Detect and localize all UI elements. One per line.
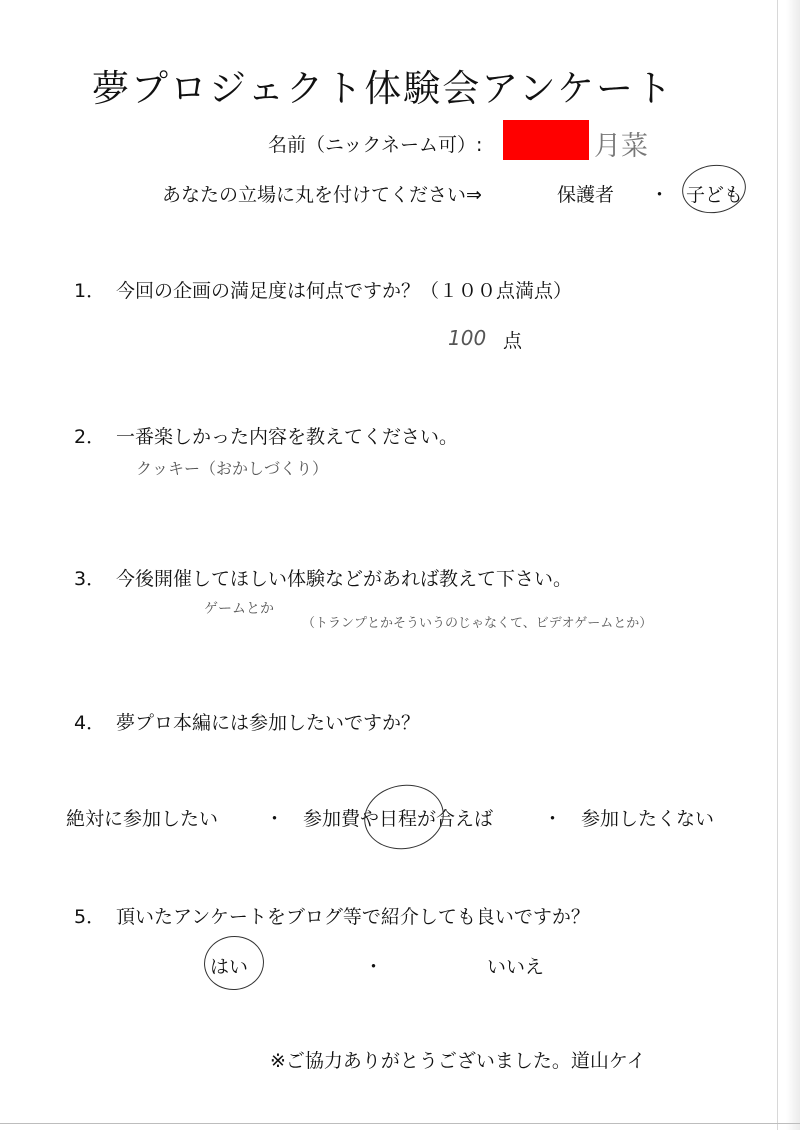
q4-separator-1: ・ — [265, 808, 285, 830]
q2-number: 2． — [74, 426, 106, 448]
q1-unit: 点 — [503, 330, 523, 352]
role-option-guardian: 保護者 — [557, 184, 615, 206]
q4-option-absolutely: 絶対に参加したい — [66, 808, 219, 830]
redacted-name-block — [503, 120, 589, 160]
q4-number: 4． — [74, 712, 106, 734]
q2-answer: クッキー（おかしづくり） — [136, 459, 329, 478]
q4-answer-circle — [359, 779, 449, 856]
role-separator: ・ — [650, 184, 670, 206]
q1-text: 今回の企画の満足度は何点ですか？（１００点満点） — [116, 280, 573, 302]
q5-number: 5． — [74, 906, 106, 928]
q1-answer: 100 — [448, 326, 487, 350]
q5-answer-circle — [201, 933, 266, 993]
handwritten-name: 月菜 — [594, 131, 648, 162]
survey-title: 夢プロジェクト体験会アンケート — [92, 67, 675, 110]
q4-option-if-fits: 参加費や日程が合えば — [303, 808, 494, 830]
page-edge-line — [777, 0, 778, 1130]
q5-separator: ・ — [364, 956, 384, 978]
q1-number: 1． — [74, 280, 106, 302]
role-option-child: 子ども — [686, 184, 744, 206]
q3-answer-detail: （トランプとかそういうのじゃなくて、ビデオゲームとか） — [302, 616, 653, 631]
q2-text: 一番楽しかった内容を教えてください。 — [116, 426, 459, 448]
q3-number: 3． — [74, 568, 106, 590]
q3-answer-main: ゲームとか — [204, 601, 274, 617]
page-bottom-edge — [0, 1123, 800, 1124]
q5-option-no: いいえ — [487, 956, 545, 978]
role-answer-circle — [679, 161, 749, 217]
q4-text: 夢プロ本編には参加したいですか？ — [116, 712, 421, 734]
name-label: 名前（ニックネーム可）: — [268, 134, 483, 156]
q4-option-not: 参加したくない — [581, 808, 715, 830]
role-prompt: あなたの立場に丸を付けてください⇒ — [162, 184, 482, 206]
page-edge-shadow — [786, 0, 800, 1130]
closing-note: ※ご協力ありがとうございました。道山ケイ — [270, 1050, 646, 1072]
q3-text: 今後開催してほしい体験などがあれば教えて下さい。 — [116, 568, 573, 590]
q5-option-yes: はい — [210, 956, 249, 978]
q4-separator-2: ・ — [543, 808, 563, 830]
q5-text: 頂いたアンケートをブログ等で紹介しても良いですか？ — [116, 906, 590, 928]
